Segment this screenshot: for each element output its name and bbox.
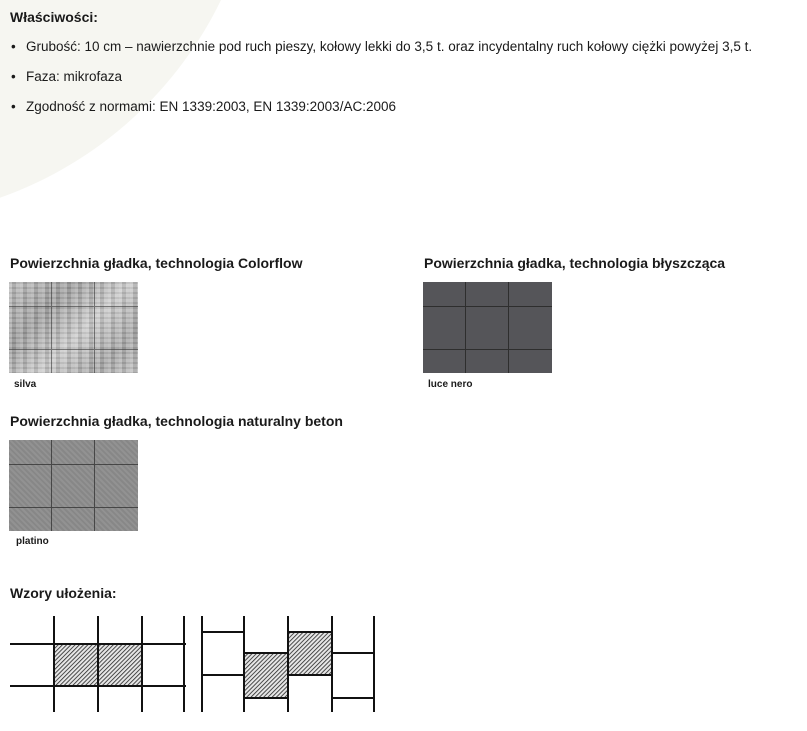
surface-colorflow-title: Powierzchnia gładka, technologia Colorflow xyxy=(10,255,303,271)
swatch-silva-label: silva xyxy=(14,379,37,390)
pattern-highlight-tile-left xyxy=(244,653,288,698)
property-standards: • Zgodność z normami: EN 1339:2003, EN 1339:2003/AC:2006 xyxy=(10,98,752,128)
swatch-luce-nero-image xyxy=(423,282,552,373)
swatch-platino-label: platino xyxy=(16,536,49,547)
laying-pattern-grid xyxy=(10,616,186,712)
pattern-highlight-tile-right xyxy=(288,632,332,675)
properties-list xyxy=(10,38,752,128)
swatch-luce-nero-label: luce nero xyxy=(428,379,473,390)
surface-natural-title: Powierzchnia gładka, technologia naturalny beton xyxy=(10,413,343,429)
swatch-platino-image xyxy=(9,440,138,531)
property-bevel: • Faza: mikrofaza xyxy=(10,68,752,98)
properties-heading: Właściwości: xyxy=(10,9,98,25)
property-thickness: • Grubość: 10 cm – nawierzchnie pod ruch pieszy, kołowy lekki do 3,5 t. oraz incydentalny ruch kołowy ciężki powyżej 3,5 t. xyxy=(10,38,752,68)
swatch-silva-image xyxy=(9,282,138,373)
patterns-heading: Wzory ułożenia: xyxy=(10,585,117,601)
laying-pattern-offset xyxy=(200,616,376,712)
surface-glossy-title: Powierzchnia gładka, technologia błyszcząca xyxy=(424,255,726,271)
